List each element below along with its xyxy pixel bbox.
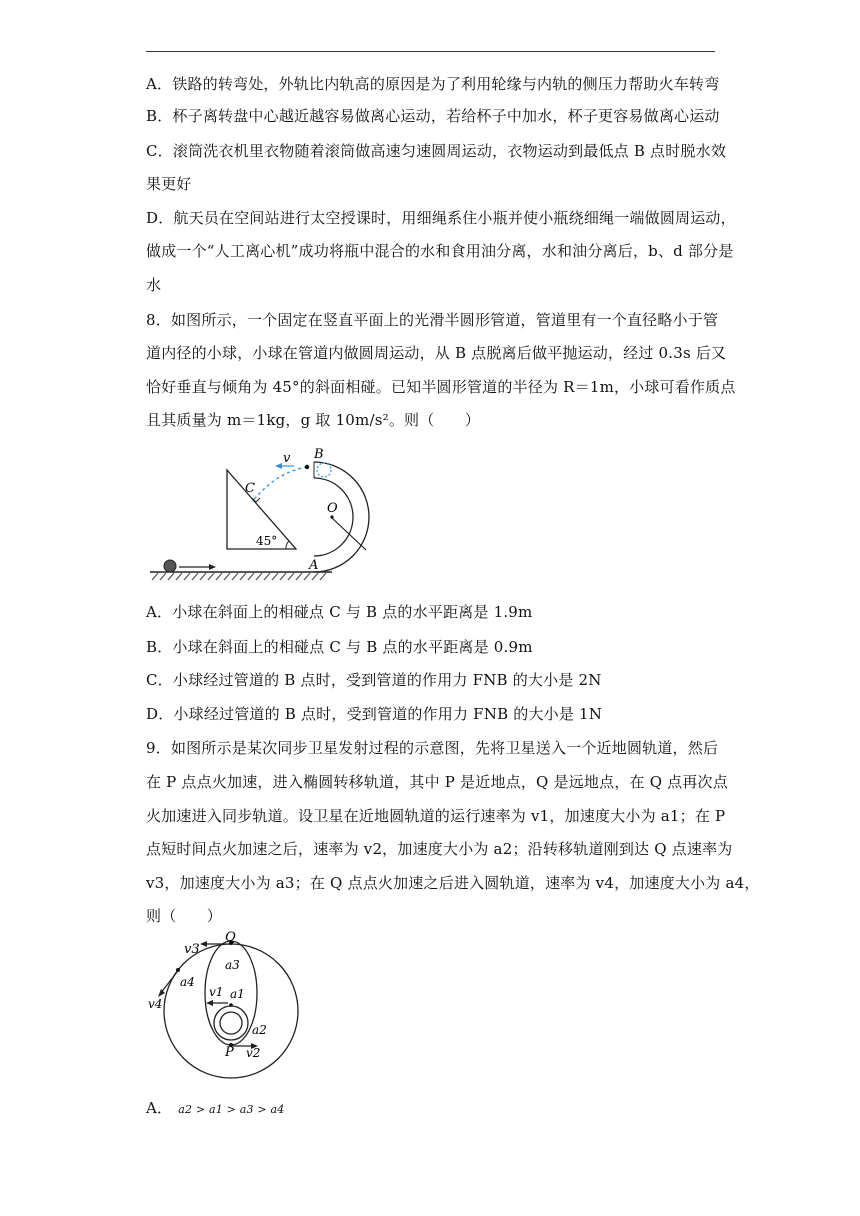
q8-option-a: A．小球在斜面上的相碰点 C 与 B 点的水平距离是 1.9m — [146, 603, 533, 621]
q9-stem-line5: v3，加速度大小为 a3；在 Q 点点火加速之后进入圆轨道，速率为 v4，加速度大小为 a4， — [146, 874, 760, 892]
q9-stem-line4: 点短时间点火加速之后，速率为 v2，加速度大小为 a2；沿转移轨道刚到达 Q 点速率为 — [146, 840, 733, 858]
label-v2: v2 — [246, 1046, 261, 1060]
q9-stem-line3: 火加速进入同步轨道。设卫星在近地圆轨道的运行速率为 v1，加速度大小为 a1；在 P — [146, 807, 726, 825]
label-a3: a3 — [225, 958, 240, 972]
q9-stem-line1: 9．如图所示是某次同步卫星发射过程的示意图，先将卫星送入一个近地圆轨道，然后 — [146, 739, 719, 757]
q8-option-b: B．小球在斜面上的相碰点 C 与 B 点的水平距离是 0.9m — [146, 638, 533, 656]
q8-option-d: D．小球经过管道的 B 点时，受到管道的作用力 FNB 的大小是 1N — [146, 705, 603, 723]
q7-option-d-line3: 水 — [146, 276, 162, 294]
q8-figure — [146, 440, 396, 582]
label-a2: a2 — [252, 1023, 267, 1037]
ball-icon — [164, 560, 176, 572]
q7-option-c-line2: 果更好 — [146, 175, 192, 193]
label-v3: v3 — [184, 942, 200, 957]
label-p: P — [225, 1045, 234, 1060]
q8-stem-line4: 且其质量为 m＝1kg，g 取 10m/s²。则（ ） — [146, 411, 481, 429]
q7-option-d-line2: 做成一个“人工离心机”成功将瓶中混合的水和食用油分离，水和油分离后，b、d 部分是 — [146, 242, 734, 260]
q8-stem-line3: 恰好垂直与倾角为 45°的斜面相碰。已知半圆形管道的半径为 R＝1m，小球可看作质点 — [146, 378, 736, 396]
earth-icon — [220, 1012, 242, 1034]
label-o: O — [327, 501, 338, 516]
label-a: A — [309, 558, 319, 573]
q8-stem-line2: 道内径的小球，小球在管道内做圆周运动，从 B 点脱离后做平抛运动，经过 0.3s 后又 — [146, 344, 727, 362]
label-c: C — [245, 481, 255, 496]
q7-option-d-line1: D．航天员在空间站进行太空授课时，用细绳系住小瓶并使小瓶绕细绳一端做圆周运动， — [146, 209, 736, 227]
label-v: v — [283, 451, 291, 466]
label-a4: a4 — [180, 975, 195, 989]
header-rule — [146, 51, 715, 52]
q7-option-c-line1: C．滚筒洗衣机里衣物随着滚筒做高速匀速圆周运动，衣物运动到最低点 B 点时脱水效 — [146, 142, 727, 160]
q9-option-a-expr: a2 > a1 > a3 > a4 — [178, 1103, 285, 1116]
label-v1: v1 — [209, 985, 224, 999]
q7-option-a: A．铁路的转弯处，外轨比内轨高的原因是为了利用轮缘与内轨的侧压力帮助火车转弯 — [146, 75, 720, 93]
q9-option-a-label: A． — [146, 1099, 173, 1117]
label-angle: 45° — [256, 534, 278, 548]
label-b: B — [314, 447, 324, 462]
q8-option-c: C．小球经过管道的 B 点时，受到管道的作用力 FNB 的大小是 2N — [146, 671, 602, 689]
q8-stem-line1: 8．如图所示，一个固定在竖直平面上的光滑半圆形管道，管道里有一个直径略小于管 — [146, 311, 719, 329]
label-v4: v4 — [148, 997, 163, 1011]
label-a1: a1 — [230, 987, 245, 1001]
q9-option-a — [146, 1098, 285, 1120]
q9-stem-line2: 在 P 点点火加速，进入椭圆转移轨道，其中 P 是近地点，Q 是远地点，在 Q 点再次点 — [146, 773, 728, 791]
label-q: Q — [225, 930, 236, 945]
q9-stem-line6: 则（ ） — [146, 907, 223, 925]
q9-orbit-figure — [140, 928, 310, 1088]
q7-option-b: B．杯子离转盘中心越近越容易做离心运动，若给杯子中加水，杯子更容易做离心运动 — [146, 107, 720, 125]
